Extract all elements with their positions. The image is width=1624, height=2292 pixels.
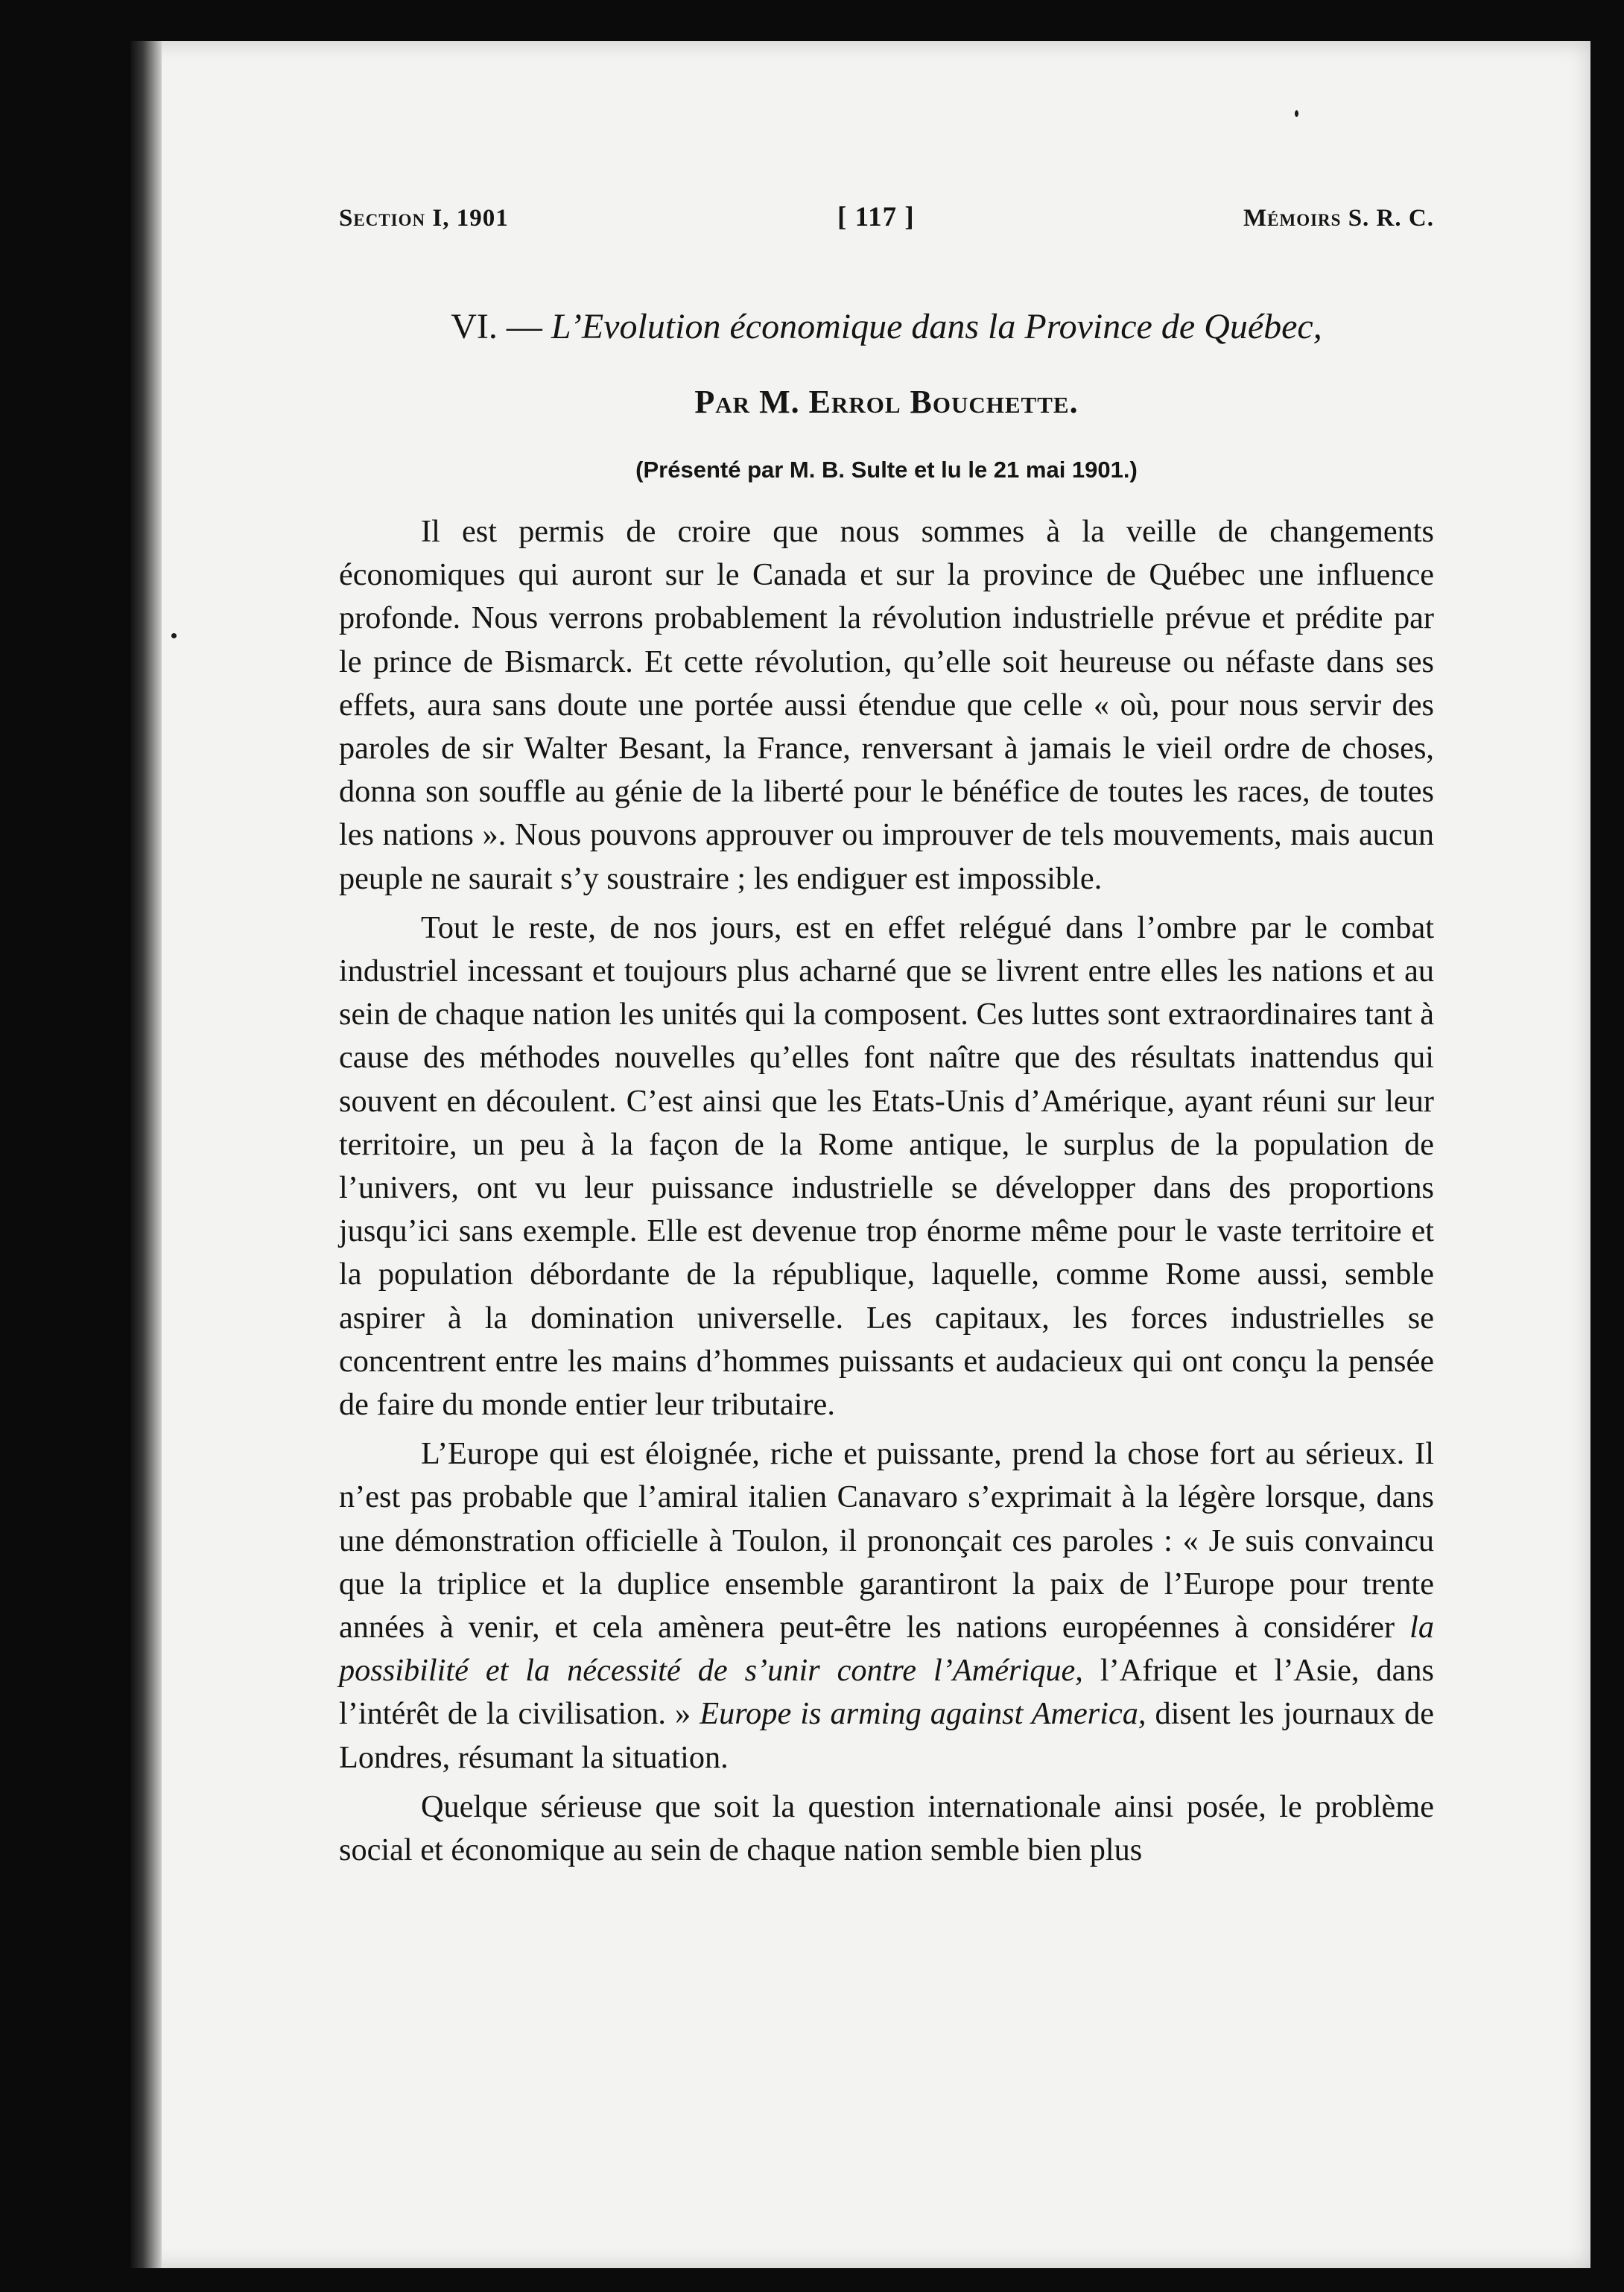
paragraph-3	[339, 1432, 1434, 1780]
paragraph-3-text-b: l’Afrique et l’Asie, dans l’intérêt de la civilisation. »	[339, 1653, 1434, 1732]
page-binding-edge	[130, 41, 162, 2268]
speck-mark	[171, 633, 177, 638]
paragraph-2: Tout le reste, de nos jours, est en effet relégué dans l’ombre par le combat industriel incessant et toujours plus acharné que se livrent entre elles les nations et au sein de chaque nation les unités qui la composent. Ces luttes sont extraordinaires tant à cause des méthodes nouvelles qu’elles font naître que des résultats inattendus qui souvent en découlent. C’est ainsi que les Etats-Unis d’Amérique, ayant réuni sur leur territoire, un peu à la façon de la Rome antique, le surplus de la population de l’univers, ont vu leur puissance industrielle se développer dans des proportions jusqu’ici sans exemple. Elle est devenue trop énorme même pour le vaste territoire et la population débordante de la république, laquelle, comme Rome aussi, semble aspirer à la domination universelle. Les capitaux, les forces industrielles se concentrent entre les mains d’hommes puissants et audacieux qui ont conçu la pensée de faire du monde entier leur tributaire.	[339, 910, 1434, 1423]
paragraph-3-text-c: disent les journaux de Londres, résumant la situation.	[339, 1696, 1434, 1775]
paragraph-3-italic-a: la possibilité et la nécessité de s’unir contre l’Amérique,	[339, 1610, 1434, 1689]
journal-label: Mémoirs S. R. C.	[1243, 205, 1434, 232]
running-head	[339, 201, 1434, 233]
presented-note: (Présenté par M. B. Sulte et lu le 21 mai 1901.)	[635, 457, 1138, 483]
paragraph-3-italic-b: Europe is arming against America,	[700, 1696, 1146, 1732]
paragraph-3-text-a: L’Europe qui est éloignée, riche et puissante, prend la chose fort au sérieux. Il n’est pas probable que l’amiral italien Canavaro s’exprimait à la légère lorsque, dans une démonstration officielle à Toulon, il prononçait ces paroles : « Je suis convaincu que la triplice et la duplice ensemble garantiront la paix de l’Europe pour trente années à venir, et cela amènera peut-être les nations européennes à considérer	[339, 1436, 1434, 1645]
page-content	[339, 201, 1434, 1878]
article-title	[339, 306, 1434, 347]
author-line: Par M. Errol Bouchette.	[694, 384, 1079, 420]
article-number: VI. —	[451, 307, 551, 346]
section-label: Section I, 1901	[339, 205, 509, 232]
speck-mark	[1295, 110, 1298, 117]
paragraph-1: Il est permis de croire que nous sommes à la veille de changements économiques qui auront sur le Canada et sur la province de Québec une influence profonde. Nous verrons probablement la révolution industrielle prévue et prédite par le prince de Bismarck. Et cette révolution, qu’elle soit heureuse ou néfaste dans ses effets, aura sans doute une portée aussi étendue que celle « où, pour nous servir des paroles de sir Walter Besant, la France, renversant à jamais le vieil ordre de choses, donna son souffle au génie de la liberté pour le bénéfice de toutes les races, de toutes les nations ». Nous pouvons approuver ou improuver de tels mouvements, mais aucun peuple ne saurait s’y soustraire ; les endiguer est impossible.	[339, 514, 1434, 896]
page-number: [ 117 ]	[837, 202, 915, 232]
paragraph-4: Quelque sérieuse que soit la question internationale ainsi posée, le problème social et économique au sein de chaque nation semble bien plus	[339, 1788, 1434, 1868]
article-title-text: L’Evolution économique dans la Province de Québec,	[551, 307, 1322, 346]
